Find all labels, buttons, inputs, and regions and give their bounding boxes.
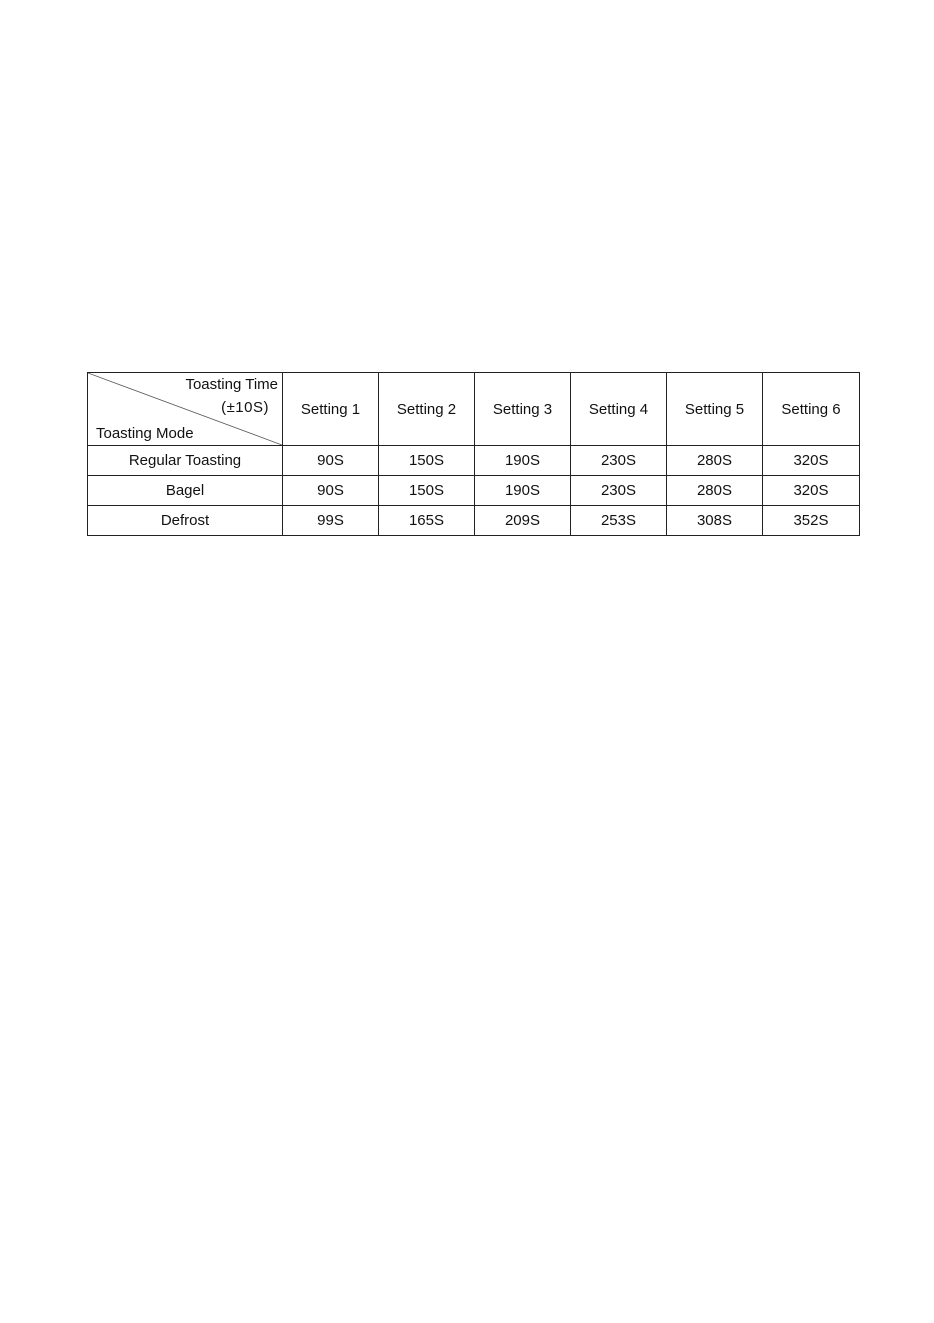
- time-cell: 230S: [571, 476, 667, 506]
- mode-cell: Defrost: [88, 506, 283, 536]
- time-cell: 308S: [667, 506, 763, 536]
- time-cell: 352S: [763, 506, 860, 536]
- diagonal-corner-cell: [88, 373, 283, 446]
- time-cell: 280S: [667, 446, 763, 476]
- mode-cell: Bagel: [88, 476, 283, 506]
- setting-header: Setting 3: [475, 373, 571, 446]
- time-cell: 150S: [379, 446, 475, 476]
- setting-header: Setting 1: [283, 373, 379, 446]
- setting-header: Setting 2: [379, 373, 475, 446]
- time-cell: 230S: [571, 446, 667, 476]
- time-cell: 190S: [475, 476, 571, 506]
- table-header-row: [88, 373, 860, 446]
- mode-cell: Regular Toasting: [88, 446, 283, 476]
- time-cell: 320S: [763, 446, 860, 476]
- time-cell: 165S: [379, 506, 475, 536]
- table-row: [88, 446, 860, 476]
- time-cell: 253S: [571, 506, 667, 536]
- row-header-label: Toasting Mode: [96, 425, 194, 442]
- column-header-label: Toasting Time: [185, 376, 278, 393]
- time-cell: 90S: [283, 446, 379, 476]
- table-row: [88, 476, 860, 506]
- time-cell: 99S: [283, 506, 379, 536]
- time-cell: 150S: [379, 476, 475, 506]
- time-cell: 280S: [667, 476, 763, 506]
- setting-header: Setting 4: [571, 373, 667, 446]
- toasting-time-table: [87, 372, 860, 536]
- tolerance-label: (±10S): [221, 399, 269, 416]
- table-row: [88, 506, 860, 536]
- time-cell: 90S: [283, 476, 379, 506]
- setting-header: Setting 5: [667, 373, 763, 446]
- time-cell: 320S: [763, 476, 860, 506]
- time-cell: 209S: [475, 506, 571, 536]
- time-cell: 190S: [475, 446, 571, 476]
- setting-header: Setting 6: [763, 373, 860, 446]
